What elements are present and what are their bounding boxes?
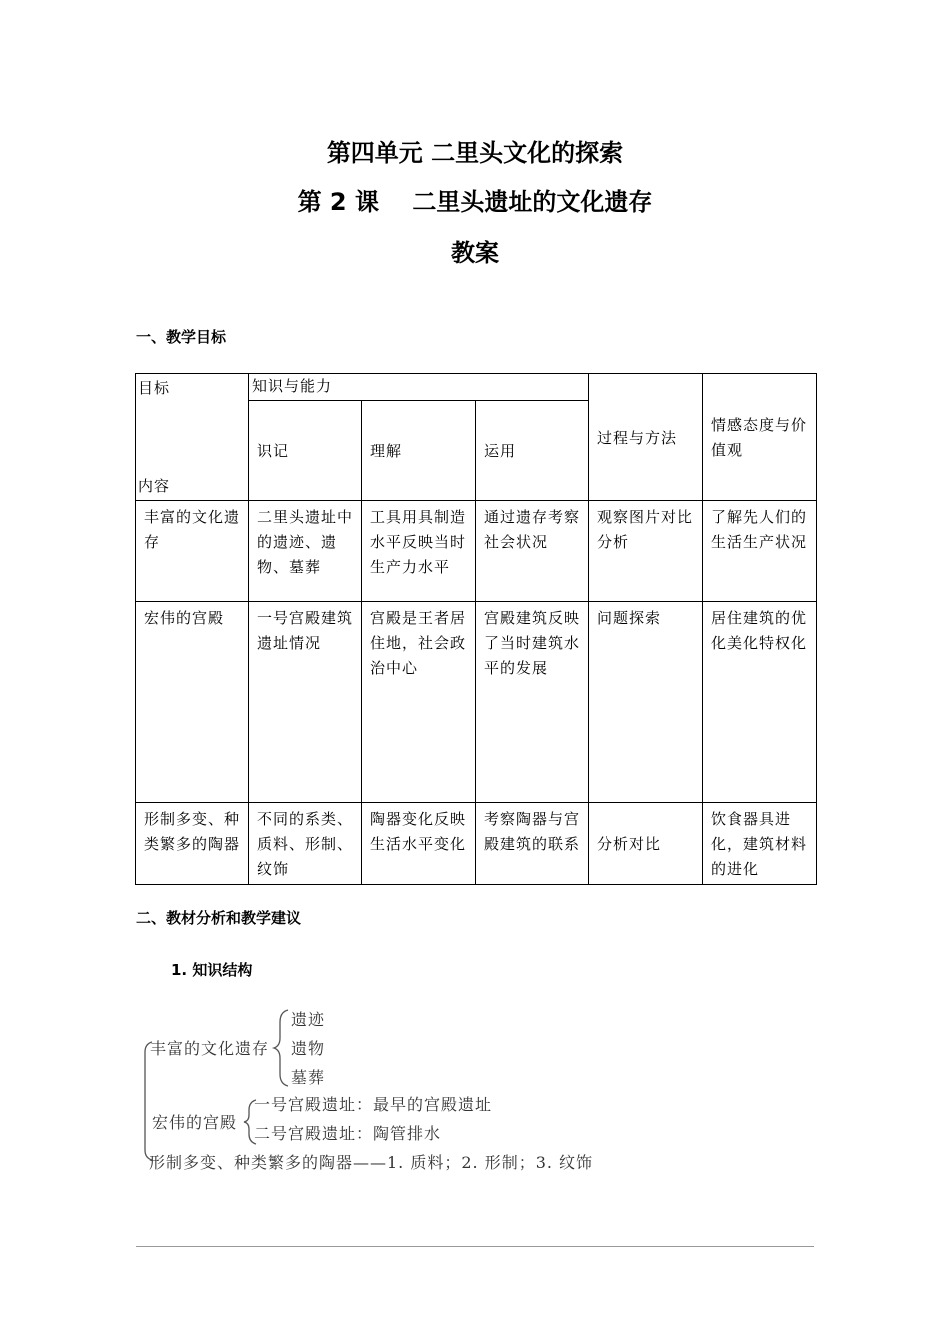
row-process: 问题探索 [589, 602, 703, 803]
header-knowledge-ability: 知识与能力 [249, 374, 589, 401]
row-content: 丰富的文化遗存 [136, 501, 249, 602]
row-content: 宏伟的宫殿 [136, 602, 249, 803]
structure-item-culture-remains: 丰富的文化遗存 [150, 1039, 270, 1058]
row-apply: 考察陶器与宫殿建筑的联系 [476, 803, 589, 885]
row-remember: 一号宫殿建筑遗址情况 [249, 602, 362, 803]
table-row [136, 501, 817, 602]
structure-sub-remains: 遗迹 [291, 1010, 326, 1029]
knowledge-structure-diagram [142, 1004, 622, 1179]
row-apply: 宫殿建筑反映了当时建筑水平的发展 [476, 602, 589, 803]
row-process: 分析对比 [589, 803, 703, 885]
lesson-title: 第 2 课 二里头遗址的文化遗存 [297, 188, 653, 216]
analysis-heading: 二、教材分析和教学建议 [136, 909, 302, 927]
header-process-method: 过程与方法 [589, 374, 703, 501]
row-remember: 不同的系类、质料、形制、纹饰 [249, 803, 362, 885]
teaching-goals-table [135, 373, 817, 885]
table-row [136, 602, 817, 803]
row-remember: 二里头遗址中的遗迹、遗物、墓葬 [249, 501, 362, 602]
unit-title: 第四单元 二里头文化的探索 [326, 139, 624, 167]
doc-type-title: 教案 [451, 239, 499, 267]
row-emotion: 饮食器具进化，建筑材料的进化 [703, 803, 817, 885]
structure-heading: 1. 知识结构 [171, 961, 253, 979]
row-process: 观察图片对比分析 [589, 501, 703, 602]
goals-heading: 一、教学目标 [136, 328, 227, 346]
row-understand: 宫殿是王者居住地，社会政治中心 [362, 602, 476, 803]
row-understand: 工具用具制造水平反映当时生产力水平 [362, 501, 476, 602]
header-emotion-value: 情感态度与价值观 [703, 374, 817, 501]
subheader-apply: 运用 [476, 401, 589, 501]
corner-top-label: 目标 [138, 379, 171, 397]
structure-item-palace: 宏伟的宫殿 [152, 1113, 238, 1132]
row-emotion: 居住建筑的优化美化特权化 [703, 602, 817, 803]
footer-divider [136, 1246, 814, 1247]
structure-sub-tombs: 墓葬 [291, 1068, 326, 1087]
structure-item-pottery: 形制多变、种类繁多的陶器——1. 质料；2. 形制；3. 纹饰 [149, 1153, 594, 1172]
table-row [136, 803, 817, 885]
row-content: 形制多变、种类繁多的陶器 [136, 803, 249, 885]
row-understand: 陶器变化反映生活水平变化 [362, 803, 476, 885]
row-apply: 通过遗存考察社会状况 [476, 501, 589, 602]
subheader-understand: 理解 [362, 401, 476, 501]
row-emotion: 了解先人们的生活生产状况 [703, 501, 817, 602]
structure-sub-relics: 遗物 [291, 1039, 326, 1058]
structure-sub-palace-2: 二号宫殿遗址：陶管排水 [254, 1124, 442, 1143]
corner-bottom-label: 内容 [138, 477, 171, 495]
subheader-remember: 识记 [249, 401, 362, 501]
corner-cell [136, 374, 249, 501]
structure-sub-palace-1: 一号宫殿遗址：最早的宫殿遗址 [254, 1095, 493, 1114]
